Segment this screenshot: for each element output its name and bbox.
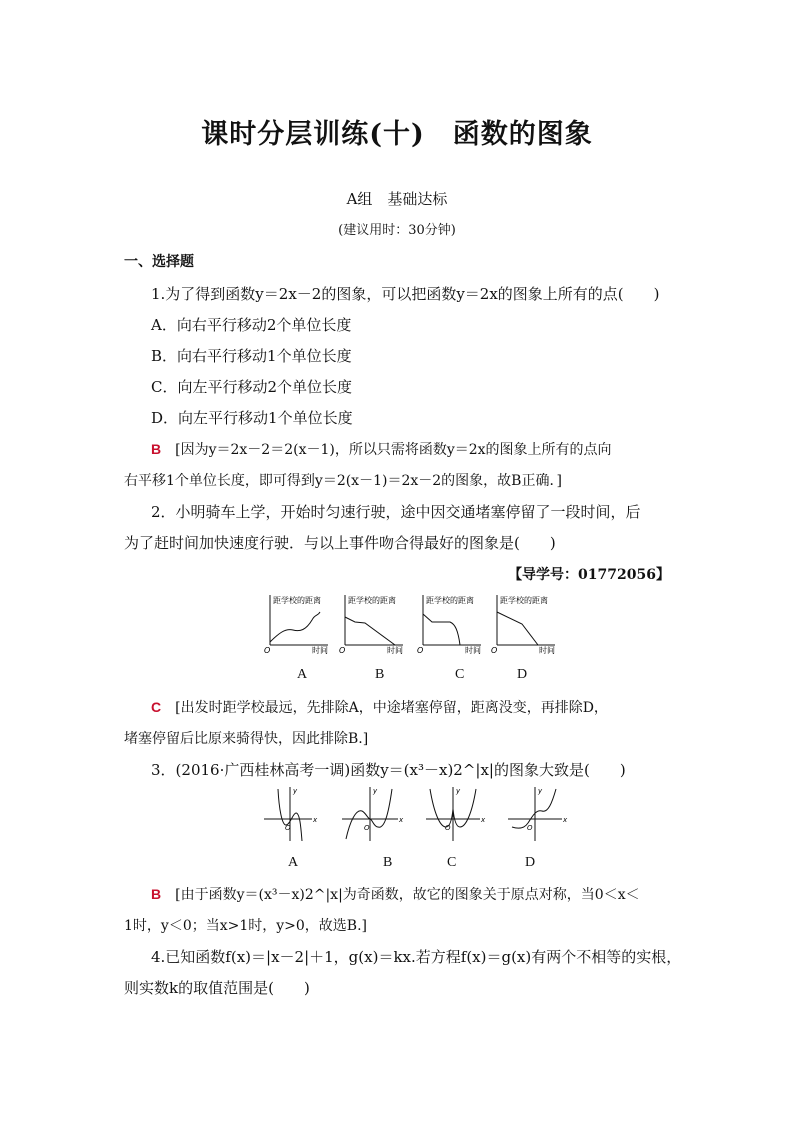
q1-option-d: D．向左平行移动1个单位长度	[151, 409, 353, 427]
q2-solution-line2: 堵塞停留后比原来骑得快，因此排除B.]	[124, 731, 369, 747]
q3-solution-line2: 1时，y＜0；当x>1时，y>0，故选B.]	[124, 918, 368, 934]
q4-stem-line1: 4.已知函数f(x)＝|x－2|＋1，g(x)＝kx.若方程f(x)＝g(x)有两个不相等的实根，	[151, 948, 682, 966]
page-title: 课时分层训练(十) 函数的图象	[201, 119, 593, 150]
q3-label-a: A	[288, 855, 299, 870]
svg-text:O: O	[527, 824, 533, 832]
q3-answer: B	[151, 886, 162, 902]
q4-stem-line2: 则实数k的取值范围是( )	[124, 979, 310, 997]
time-hint: (建议用时：30分钟)	[338, 223, 456, 238]
q3-label-c: C	[447, 855, 457, 870]
svg-text:O: O	[417, 646, 424, 655]
svg-text:O: O	[445, 824, 451, 832]
svg-text:x: x	[313, 816, 318, 824]
q2-label-b: B	[375, 667, 385, 682]
q2-label-d: D	[517, 667, 528, 682]
q2-solution-line1: C [出发时距学校最远，先排除A，中途堵塞停留，距离没变，再排除D，	[151, 699, 608, 716]
svg-text:y: y	[538, 787, 543, 795]
q3-solution-line1: B [由于函数y＝(x³－x)2^|x|为奇函数，故它的图象关于原点对称，当0＜x＜	[151, 886, 640, 903]
q1-solution-line1: B [因为y＝2x－2＝2(x－1)，所以只需将函数y＝2x的图象上所有的点向	[151, 441, 612, 458]
q1-option-b: B．向右平行移动1个单位长度	[151, 347, 352, 365]
svg-text:O: O	[264, 646, 271, 655]
group-heading: A组 基础达标	[346, 190, 448, 208]
q2-graphs	[260, 590, 560, 660]
svg-text:O: O	[491, 646, 498, 655]
svg-text:时间: 时间	[465, 646, 481, 655]
svg-text:时间: 时间	[539, 646, 555, 655]
q2-stem-line2: 为了赶时间加快速度行驶．与以上事件吻合得最好的图象是( )	[124, 534, 556, 552]
q3-graph-b	[342, 787, 404, 841]
q1-solution-line2: 右平移1个单位长度，即可得到y＝2(x－1)＝2x－2的图象，故B正确．]	[124, 473, 562, 489]
svg-text:O: O	[364, 824, 370, 832]
q2-graph-b	[339, 595, 403, 655]
svg-text:距学校的距离: 距学校的距离	[426, 596, 474, 605]
q2-graph-c	[417, 595, 481, 655]
q1-stem: 1.为了得到函数y＝2x－2的图象，可以把函数y＝2x的图象上所有的点( )	[151, 285, 660, 303]
q2-answer: C	[151, 699, 162, 715]
svg-text:x: x	[481, 816, 486, 824]
q2-label-c: C	[455, 667, 465, 682]
q3-label-d: D	[525, 855, 536, 870]
q1-answer: B	[151, 441, 162, 457]
svg-text:距学校的距离: 距学校的距离	[500, 596, 548, 605]
q2-graph-a	[264, 595, 328, 655]
q3-graph-d	[508, 787, 568, 841]
svg-text:y: y	[293, 787, 298, 795]
q3-graph-c	[426, 787, 486, 841]
q3-stem: 3．(2016·广西桂林高考一调)函数y＝(x³－x)2^|x|的图象大致是( )	[151, 761, 626, 779]
svg-text:y: y	[373, 787, 378, 795]
q1-option-a: A．向右平行移动2个单位长度	[151, 316, 352, 334]
q3-graph-a	[264, 787, 318, 841]
svg-text:距学校的距离: 距学校的距离	[273, 596, 321, 605]
q3-label-b: B	[383, 855, 393, 870]
svg-text:O: O	[339, 646, 346, 655]
svg-text:O: O	[285, 824, 291, 832]
svg-text:距学校的距离: 距学校的距离	[348, 596, 396, 605]
svg-text:x: x	[563, 816, 568, 824]
q2-graph-d	[491, 595, 555, 655]
q1-option-c: C．向左平行移动2个单位长度	[151, 378, 353, 396]
svg-text:时间: 时间	[387, 646, 403, 655]
section-heading: 一、选择题	[124, 254, 194, 270]
svg-text:x: x	[399, 816, 404, 824]
svg-text:时间: 时间	[312, 646, 328, 655]
q2-guide-number: 【导学号：01772056】	[508, 567, 670, 583]
q2-stem-line1: 2．小明骑车上学，开始时匀速行驶，途中因交通堵塞停留了一段时间，后	[151, 503, 641, 521]
svg-text:y: y	[456, 787, 461, 795]
q3-graphs	[260, 783, 570, 848]
q2-label-a: A	[297, 667, 308, 682]
